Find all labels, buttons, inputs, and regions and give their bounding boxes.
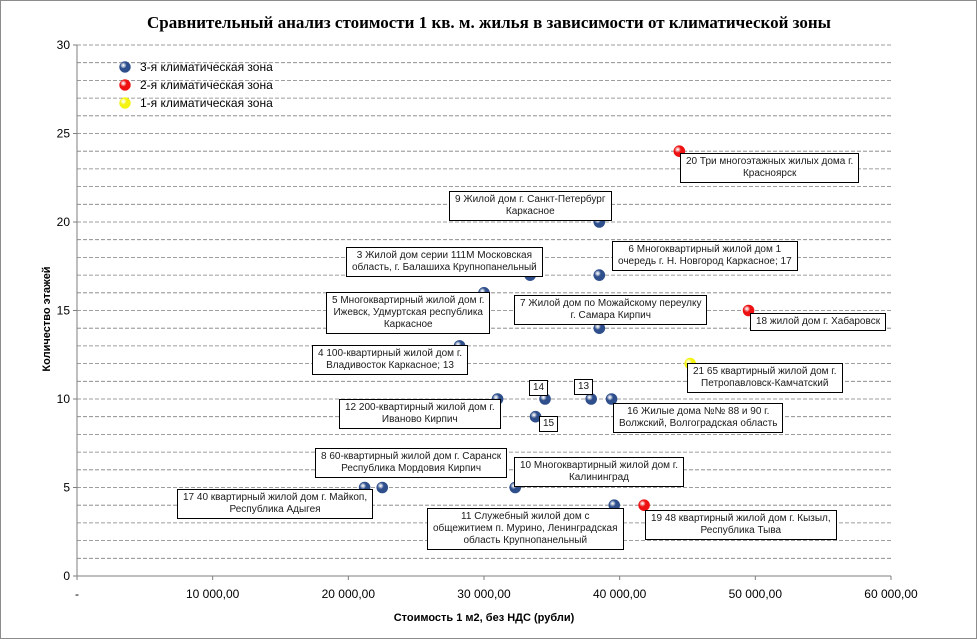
data-label-point-3 bbox=[346, 247, 543, 277]
data-label-line: 18 жилой дом г. Хабаровск bbox=[756, 316, 881, 327]
data-label-line: 9 Жилой дом г. Санкт-Петербург bbox=[455, 194, 606, 205]
data-label-line: 13 bbox=[578, 381, 590, 392]
x-tick-label: 30 000,00 bbox=[457, 587, 511, 601]
y-tick-label: 30 bbox=[56, 38, 70, 52]
data-label-line: 11 Служебный жилой дом с bbox=[461, 511, 590, 522]
data-label-line: область, г. Балашиха Крупнопанельный bbox=[352, 262, 537, 273]
data-point-zone3 bbox=[586, 394, 597, 405]
data-label-point-21 bbox=[687, 363, 843, 393]
y-tick-label: 10 bbox=[56, 392, 70, 406]
data-label-line: 5 Многоквартирный жилой дом г. bbox=[332, 295, 485, 306]
data-label-line: Владивосток Каркасное; 13 bbox=[326, 360, 454, 371]
data-label-line: Республика Тыва bbox=[700, 525, 782, 536]
x-tick-label: - bbox=[75, 587, 79, 601]
data-label-point-13 bbox=[574, 379, 593, 395]
data-label-line: 12 200-квартирный жилой дом г. bbox=[345, 402, 495, 413]
x-axis-title: Стоимость 1 м2, без НДС (рубли) bbox=[393, 612, 575, 624]
data-label-line: Каркасное bbox=[383, 319, 433, 330]
data-label-point-14 bbox=[529, 380, 548, 396]
data-label-point-18 bbox=[750, 313, 886, 331]
data-label-line: Каркасное bbox=[505, 206, 555, 217]
data-label-line: 21 65 квартирный жилой дом г. bbox=[693, 366, 837, 377]
y-tick-label: 15 bbox=[56, 303, 70, 318]
legend-marker-zone3 bbox=[120, 62, 131, 73]
data-point-zone3 bbox=[594, 270, 605, 281]
data-label-point-8 bbox=[315, 448, 507, 478]
data-label-line: Волжский, Волгоградская область bbox=[619, 418, 778, 429]
x-tick-label: 50 000,00 bbox=[728, 587, 783, 601]
data-label-point-5 bbox=[326, 292, 490, 334]
data-point-zone3 bbox=[377, 482, 388, 493]
data-label-line: общежитием п. Мурино, Ленинградская bbox=[433, 523, 618, 534]
chart-title: Сравнительный анализ стоимости 1 кв. м. жилья в зависимости от климатической зоны bbox=[147, 13, 831, 32]
data-label-line: 14 bbox=[533, 382, 545, 393]
data-label-line: 7 Жилой дом по Можайскому переулку bbox=[520, 298, 702, 309]
y-tick-label: 0 bbox=[63, 569, 70, 583]
data-label-point-17 bbox=[177, 489, 373, 519]
data-label-line: 16 Жилые дома №№ 88 и 90 г. bbox=[627, 406, 770, 417]
data-label-line: Республика Адыгея bbox=[229, 504, 321, 515]
data-label-line: Красноярск bbox=[742, 168, 797, 179]
data-label-point-16 bbox=[613, 403, 783, 433]
data-label-point-19 bbox=[645, 510, 837, 540]
legend-label-zone2: 2-я климатическая зона bbox=[140, 78, 273, 92]
data-label-point-10 bbox=[514, 457, 684, 487]
data-label-line: Петропавловск-Камчатский bbox=[701, 378, 829, 389]
x-tick-label: 40 000,00 bbox=[592, 587, 647, 601]
data-label-point-15 bbox=[539, 416, 558, 432]
data-label-line: 15 bbox=[543, 418, 555, 429]
data-label-line: очередь г. Н. Новгород Каркасное; 17 bbox=[618, 256, 792, 267]
data-label-line: 17 40 квартирный жилой дом г. Майкоп, bbox=[183, 492, 368, 503]
data-label-point-12 bbox=[339, 399, 501, 429]
data-label-line: Калининград bbox=[568, 472, 630, 483]
y-tick-label: 25 bbox=[56, 126, 70, 141]
data-label-line: область Крупнопанельный bbox=[463, 535, 588, 546]
x-tick-label: 10 000,00 bbox=[185, 587, 240, 601]
data-label-line: Республика Мордовия Кирпич bbox=[341, 463, 482, 474]
data-label-point-20 bbox=[680, 153, 859, 183]
legend-label-zone3: 3-я климатическая зона bbox=[140, 60, 273, 74]
data-label-line: 20 Три многоэтажных жилых дома г. bbox=[686, 156, 854, 167]
data-label-line: Ижевск, Удмуртская республика bbox=[333, 307, 483, 318]
y-tick-label: 5 bbox=[63, 480, 70, 495]
x-tick-label: 20 000,00 bbox=[321, 587, 376, 601]
data-label-point-7 bbox=[514, 295, 707, 325]
legend-marker-zone2 bbox=[120, 80, 131, 91]
data-label-line: 6 Многоквартирный жилой дом 1 bbox=[628, 244, 782, 255]
data-label-line: Иваново Кирпич bbox=[381, 414, 458, 425]
data-label-point-6 bbox=[612, 241, 798, 271]
data-label-line: 3 Жилой дом серии 111М Московская bbox=[356, 250, 533, 261]
data-label-line: 8 60-квартирный жилой дом г. Саранск bbox=[321, 451, 502, 462]
data-label-line: 4 100-квартирный жилой дом г. bbox=[318, 348, 463, 359]
data-label-point-4 bbox=[312, 345, 468, 375]
data-label-line: г. Самара Кирпич bbox=[570, 310, 651, 321]
data-label-line: 19 48 квартирный жилой дом г. Кызыл, bbox=[651, 513, 831, 524]
y-axis-title: Количество этажей bbox=[41, 266, 53, 372]
legend-marker-zone1 bbox=[120, 98, 131, 109]
data-label-point-9 bbox=[449, 191, 612, 221]
legend-label-zone1: 1-я климатическая зона bbox=[140, 96, 273, 110]
data-label-line: 10 Многоквартирный жилой дом г. bbox=[520, 460, 678, 471]
y-tick-label: 20 bbox=[56, 215, 70, 229]
data-label-point-11 bbox=[427, 508, 624, 550]
x-tick-label: 60 000,00 bbox=[864, 587, 918, 601]
